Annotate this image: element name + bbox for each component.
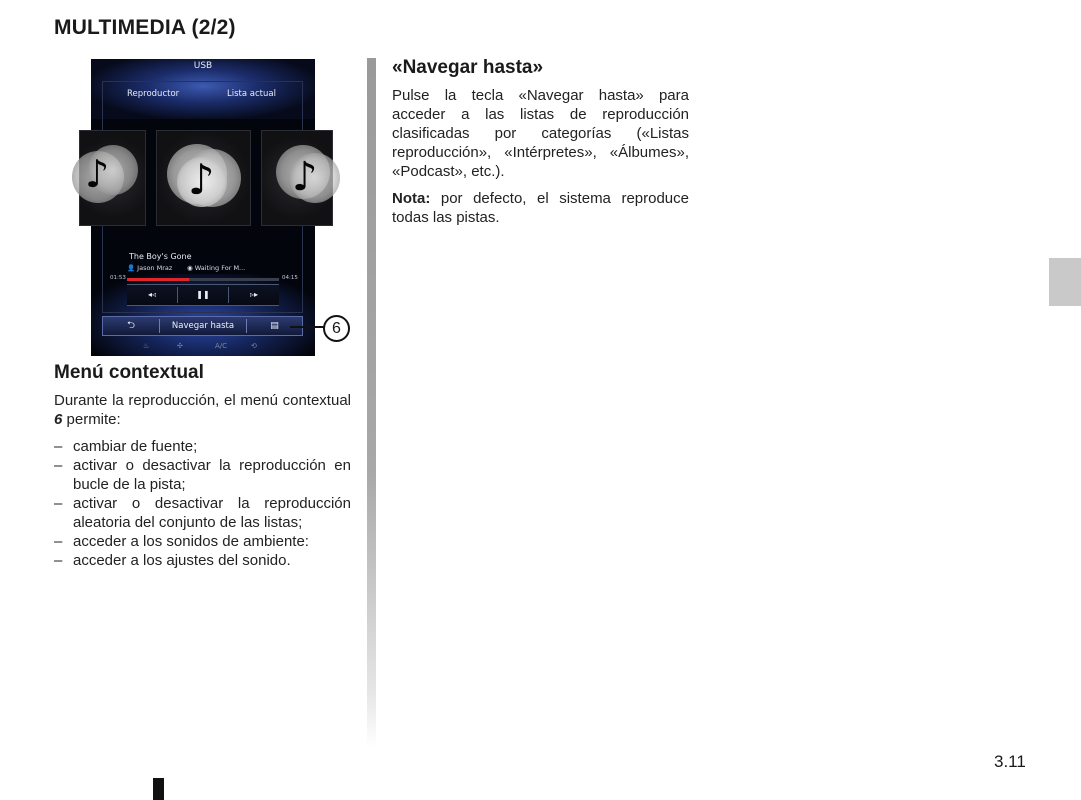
chapter-tab [1049,258,1081,306]
tab-lista-actual[interactable]: Lista actual [227,89,276,99]
column-divider [367,58,376,748]
previous-track-button[interactable] [127,285,177,305]
print-mark [153,778,164,800]
menu-contextual-list [54,437,351,570]
screen-nav-bar [102,316,303,336]
list-item [54,551,351,570]
track-artist [127,264,172,272]
list-item-text: activar o desactivar la reproducción en bucle de la pista; [73,457,351,493]
callout-line [290,326,324,328]
list-item-text: cambiar de fuente; [73,438,198,455]
note-label: Nota: [392,190,431,207]
album-icon: ◉ [187,264,195,272]
intro-text: Durante la reproducción, el menú contextual [54,392,351,409]
back-arrow-icon: ⮌ [126,320,135,331]
artist-icon: 👤 [127,264,138,272]
recirculation-icon[interactable]: ⟲ [251,342,257,350]
fan-icon[interactable]: ✣ [177,342,183,350]
list-item-text: activar o desactivar la reproducción aleatoria del conjunto de las listas; [73,495,351,531]
back-button[interactable] [103,317,159,335]
heading-menu-contextual: Menú contextual [54,362,204,383]
track-album [187,264,245,272]
navegar-hasta-paragraph: Pulse la tecla «Navegar hasta» para acceder a las listas de reproducción clasificadas por categorías («Listas reproducción», «Intérpretes», «Álbumes», «Podcast», etc.). [392,87,689,180]
seat-heating-icon[interactable]: ♨ [143,342,150,350]
total-time: 04:15 [282,275,298,281]
note-text: por defecto, el sistema reproduce todas las pistas. [392,190,689,226]
intro-text-end: permite: [62,411,121,428]
page-number: 3.11 [994,752,1026,771]
ac-button[interactable]: A/C [215,342,228,350]
list-item [54,494,351,532]
callout-6: 6 [323,315,350,342]
music-note-icon: ♪ [188,155,215,204]
album-cover-current[interactable] [156,130,251,226]
note-paragraph [392,189,689,227]
album-cover-previous[interactable] [79,130,146,226]
progress-bar[interactable] [127,278,279,281]
pause-button[interactable] [178,285,228,305]
elapsed-time: 01:53 [110,275,126,281]
next-track-icon: ▹▸ [249,290,259,299]
navegar-hasta-button[interactable]: Navegar hasta [171,321,235,331]
music-note-icon: ♪ [85,152,110,196]
tab-reproductor[interactable]: Reproductor [127,89,180,99]
menu-contextual-intro [54,391,351,429]
list-item [54,456,351,494]
list-item [54,532,351,551]
track-album-text: Waiting For M... [194,264,246,272]
bullet-dash: – [54,457,63,474]
album-cover-next[interactable] [261,130,333,226]
list-item-text: acceder a los sonidos de ambiente: [73,533,309,550]
pause-icon: ❚❚ [196,290,210,299]
bullet-dash: – [54,552,63,569]
track-title: The Boy's Gone [129,252,192,261]
track-artist-text: Jason Mraz [137,264,173,272]
progress-bar-fill [127,278,189,281]
bullet-dash: – [54,495,63,512]
previous-track-icon: ◂◃ [147,290,157,299]
context-menu-icon: ▤ [270,321,279,331]
list-item-text: acceder a los ajustes del sonido. [73,552,291,569]
intro-reference: 6 [54,411,63,428]
heading-navegar-hasta: «Navegar hasta» [392,57,544,78]
list-item [54,437,351,456]
source-label: USB [193,61,213,71]
bullet-dash: – [54,438,63,455]
music-note-icon: ♪ [292,154,318,200]
page-title: MULTIMEDIA (2/2) [54,16,236,39]
playback-controls [127,284,279,306]
multimedia-screen-image [85,59,318,356]
next-track-button[interactable] [229,285,279,305]
bullet-dash: – [54,533,63,550]
